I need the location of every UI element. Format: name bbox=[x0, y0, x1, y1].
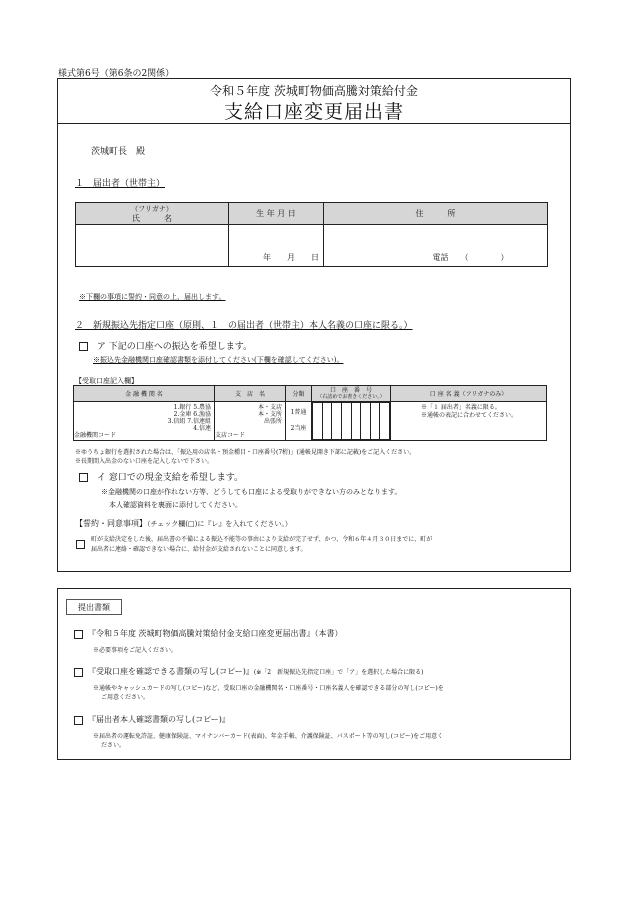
class-header: 分類 bbox=[286, 386, 312, 402]
form-title-line1: 令和５年度 茨城町物価高騰対策給付金 bbox=[210, 84, 418, 98]
doc2-note1: ※通帳やキャッシュカードの写し(コピー)など、受取口座の金融機関名・口座番号・口座名義人を確認できる部分の写し(コピー)を bbox=[93, 685, 444, 692]
form-number-label: 様式第6号（第6条の2関係） bbox=[58, 69, 175, 79]
doc3-note1: ※届出者の運転免許証、健康保険証、マイナンバーカード(表面)、年金手帳、介護保険証、パスポート等の写し(コピー)をご用意く bbox=[93, 733, 444, 740]
form-title: 支給口座変更届出書 bbox=[223, 101, 404, 123]
pledge-note: ※下欄の事項に誓約・同意の上、届出します。 bbox=[79, 293, 226, 301]
name-field[interactable] bbox=[76, 225, 229, 267]
doc1-note: ※必要事項をご記入ください。 bbox=[93, 647, 178, 654]
doc1-title: 『令和５年度 茨城町物価高騰対策給付金支給口座変更届出書』（本書） bbox=[88, 629, 343, 638]
name-header: （フリガナ） 氏 名 bbox=[76, 203, 229, 225]
account-header: 口 座 番 号 （右詰めでお書きください。） bbox=[312, 386, 391, 402]
option-b-checkbox[interactable] bbox=[79, 473, 88, 482]
doc2-checkbox[interactable] bbox=[74, 668, 83, 677]
doc2-title: 『受取口座を確認できる書類の写し(コピー)』(※「2 新規振込先指定口座」で「ア」を選択した場合に限る) bbox=[88, 667, 424, 676]
holder-header: 口 座 名 義（フリガナのみ） bbox=[391, 386, 547, 402]
option-a-note: ※振込先金融機関口座確認書類を添付してください(下欄を確認してください)。 bbox=[93, 356, 344, 364]
bank-name-header: 金 融 機 関 名 bbox=[74, 386, 215, 402]
section2-heading: ２ 新規振込先指定口座（原則、１ の届出者（世帯主）本人名義の口座に限る。） bbox=[75, 321, 413, 331]
no-deposit-note: ※長期間入出金のない口座を記入しないで下さい。 bbox=[75, 458, 214, 465]
doc3-note2: ださい。 bbox=[101, 742, 126, 749]
oath-heading: 【誓約・同意事項】（チェック欄(□)に『レ』を入れてください。） bbox=[75, 519, 292, 528]
documents-tag: 提出書類 bbox=[66, 599, 122, 615]
option-b-note2: 本人確認資料を裏面に添付してください。 bbox=[109, 501, 242, 509]
branch-header: 支 店 名 bbox=[215, 386, 286, 402]
holder-cell[interactable]: ※「１ 届出者」名義に限る。 ※通帳の表記に合わせてください。 bbox=[391, 402, 547, 441]
birth-header: 生 年 月 日 bbox=[229, 203, 324, 225]
applicant-table bbox=[75, 202, 548, 267]
option-b-note1: ※金融機関の口座が作れない方等、どうしても口座による受取りができない方のみとなります。 bbox=[101, 488, 402, 496]
oath-checkbox[interactable] bbox=[76, 540, 85, 549]
address-header: 住 所 bbox=[324, 203, 548, 225]
option-a-checkbox[interactable] bbox=[79, 342, 88, 351]
doc3-checkbox[interactable] bbox=[74, 716, 83, 725]
option-a[interactable]: ア 下記の口座への振込を希望します。 bbox=[79, 339, 252, 352]
address-field[interactable]: 電話 （ ） bbox=[324, 225, 548, 267]
account-number-cell[interactable] bbox=[312, 402, 391, 441]
doc1-checkbox[interactable] bbox=[74, 630, 83, 639]
bank-table bbox=[73, 385, 547, 441]
oath-text2: 届出者に連絡・確認できない場合に、給付金が支給されないことに同意します。 bbox=[91, 546, 307, 553]
addressee: 茨城町長 殿 bbox=[91, 147, 146, 157]
doc2-note2: ご用意ください。 bbox=[101, 694, 150, 701]
option-b[interactable]: イ 窓口での現金支給を希望します。 bbox=[79, 470, 243, 483]
section1-heading: １ 届出者（世帯主） bbox=[75, 179, 166, 189]
class-cell[interactable]: 1普通 2当座 bbox=[286, 402, 312, 441]
birth-field[interactable]: 年 月 日 bbox=[229, 225, 324, 267]
yucho-note: ※ゆうちょ銀行を選択された場合は、「振込用の店名・預金種目・口座番号(7桁)」(通帳見開き下部に記載)をご記入ください。 bbox=[75, 449, 416, 456]
bank-type-cell[interactable]: 1.銀行 5.農協 2.金庫 6.漁協 3.信組 7.信連組 4.信連 金融機関コード bbox=[74, 402, 215, 441]
branch-cell[interactable]: 本・支店 本・支所 出張所 支店コード bbox=[215, 402, 286, 441]
bank-section-title: 【受取口座記入欄】 bbox=[75, 377, 138, 385]
doc3-title: 『届出者本人確認書類の写し(コピー)』 bbox=[88, 715, 230, 724]
oath-text1: 町が支給決定をした後、届出書の不備による振込不能等の事由により支給が完了せず、かつ、令和６年４月３０日までに、町が bbox=[91, 536, 433, 543]
